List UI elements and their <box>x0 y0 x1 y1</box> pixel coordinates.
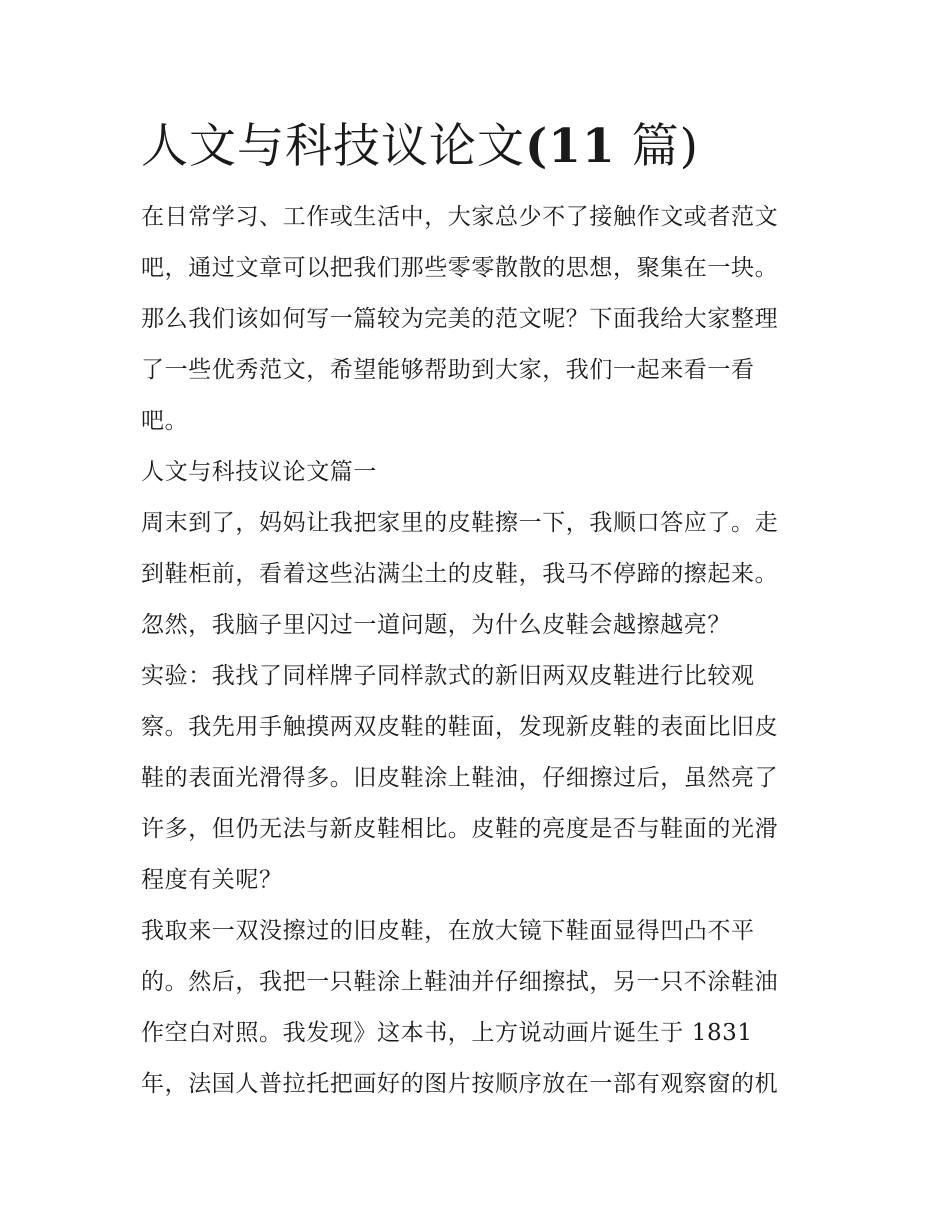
section-heading: 人文与科技议论文篇一 <box>141 459 377 485</box>
body-line: 了一些优秀范文，希望能够帮助到大家，我们一起来看一看 <box>141 357 755 383</box>
body-line: 吧。 <box>141 408 189 434</box>
body-line: 到鞋柜前，看着这些沾满尘土的皮鞋，我马不停蹄的擦起来。 <box>141 561 779 587</box>
body-line: 许多，但仍无法与新皮鞋相比。皮鞋的亮度是否与鞋面的光滑 <box>141 816 779 842</box>
document-title <box>141 112 821 182</box>
body-line: 察。我先用手触摸两双皮鞋的鞋面，发现新皮鞋的表面比旧皮 <box>141 714 779 740</box>
body-line: 吧，通过文章可以把我们那些零零散散的思想，聚集在一块。 <box>141 255 779 281</box>
document-page <box>141 112 821 1110</box>
title-suffix: 篇) <box>615 119 699 174</box>
body-line: 那么我们该如何写一篇较为完美的范文呢？下面我给大家整理 <box>141 306 779 332</box>
body-line: 实验：我找了同样牌子同样款式的新旧两双皮鞋进行比较观 <box>141 663 755 689</box>
body-line: 我取来一双没擦过的旧皮鞋，在放大镜下鞋面显得凹凸不平 <box>141 918 755 944</box>
title-main: 人文与科技议论文 <box>141 119 525 174</box>
body-line: 在日常学习、工作或生活中，大家总少不了接触作文或者范文 <box>141 204 779 230</box>
body-line: 周末到了，妈妈让我把家里的皮鞋擦一下，我顺口答应了。走 <box>141 510 779 536</box>
body-line: 忽然，我脑子里闪过一道问题，为什么皮鞋会越擦越亮？ <box>141 612 731 638</box>
body-line: 程度有关呢？ <box>141 867 283 893</box>
body-line: 年，法国人普拉托把画好的图片按顺序放在一部有观察窗的机 <box>141 1071 779 1097</box>
body-line: 的。然后，我把一只鞋涂上鞋油并仔细擦拭，另一只不涂鞋油 <box>141 969 779 995</box>
body-line: 作空白对照。我发现》这本书，上方说动画片诞生于 1831 <box>141 1020 753 1046</box>
title-count: (11 <box>525 119 616 174</box>
body-line: 鞋的表面光滑得多。旧皮鞋涂上鞋油，仔细擦过后，虽然亮了 <box>141 765 779 791</box>
